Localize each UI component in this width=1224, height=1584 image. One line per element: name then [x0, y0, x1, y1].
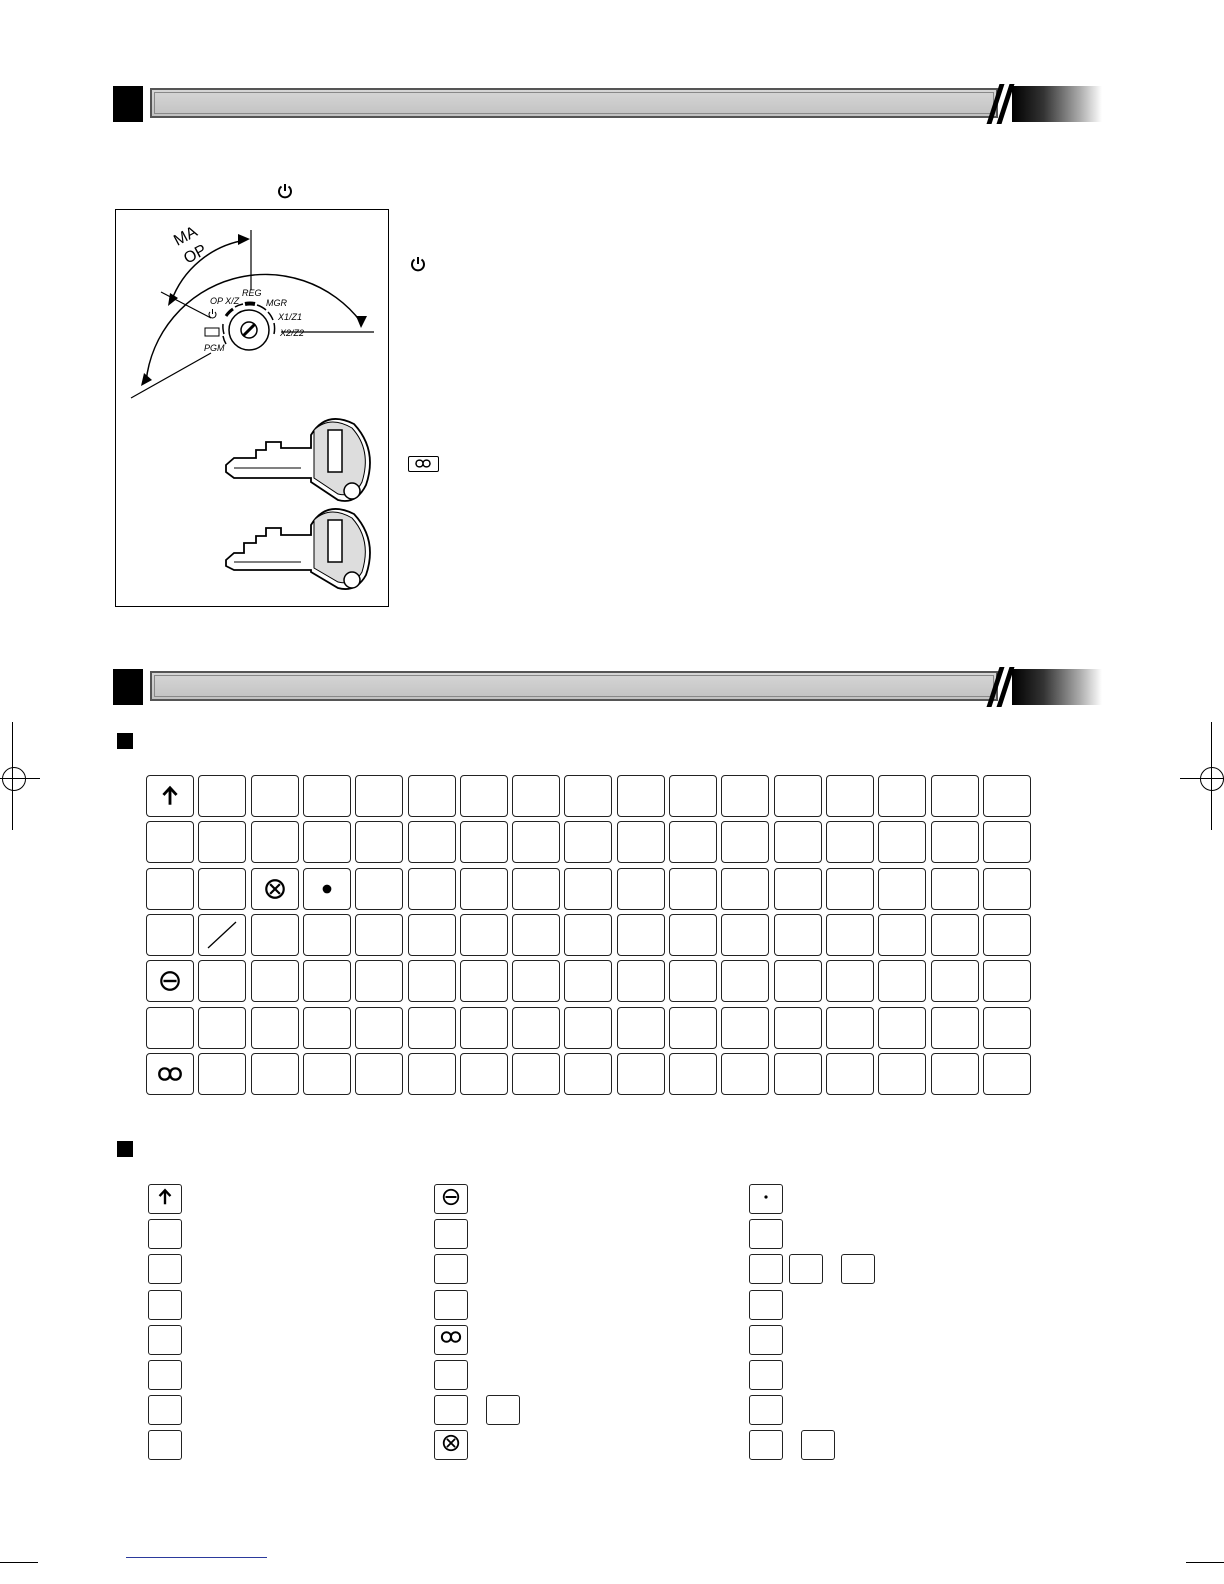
keyboard-key[interactable] [931, 1007, 979, 1049]
keyboard-key[interactable] [669, 775, 717, 817]
keyboard-key[interactable] [198, 821, 246, 863]
keyboard-key[interactable] [774, 821, 822, 863]
keyboard-key[interactable] [878, 914, 926, 956]
keyboard-key[interactable] [198, 775, 246, 817]
power-symbol-icon [276, 182, 294, 205]
keyboard-key[interactable] [146, 821, 194, 863]
keyboard-key[interactable] [198, 960, 246, 1002]
bottom-rule-right [1186, 1562, 1224, 1563]
mode-op-xz: OP X/Z [210, 296, 240, 306]
keyboard-key[interactable] [983, 868, 1031, 910]
keyboard-key[interactable] [303, 1007, 351, 1049]
arc-label-op: OP [181, 241, 210, 268]
keyboard-key[interactable] [931, 821, 979, 863]
keyboard-key[interactable] [251, 960, 299, 1002]
keyboard-key[interactable] [512, 960, 560, 1002]
legend-circle-x-key [434, 1430, 468, 1460]
keyboard-key[interactable] [774, 868, 822, 910]
section-1-header-bar [150, 88, 998, 118]
legend-key [749, 1430, 783, 1460]
legend-key [841, 1254, 875, 1284]
keyboard-key[interactable] [878, 1007, 926, 1049]
keyboard-key[interactable] [251, 1053, 299, 1095]
keyboard-key[interactable] [564, 1007, 612, 1049]
keyboard-key[interactable] [355, 1053, 403, 1095]
keyboard-key[interactable] [826, 960, 874, 1002]
up-arrow-icon [158, 784, 182, 808]
mode-mgr: MGR [266, 298, 287, 308]
keyboard-key[interactable] [146, 1007, 194, 1049]
keyboard-key[interactable] [774, 914, 822, 956]
legend-up-arrow-key [148, 1184, 182, 1214]
keyboard-key[interactable] [564, 960, 612, 1002]
infinity-key[interactable] [146, 1053, 194, 1095]
keyboard-key[interactable] [826, 914, 874, 956]
keyboard-key[interactable] [878, 960, 926, 1002]
infinity-icon [438, 1327, 464, 1352]
keyboard-key[interactable] [355, 775, 403, 817]
legend-key [434, 1360, 468, 1390]
dot-icon [315, 877, 339, 901]
keyboard-key[interactable] [408, 960, 456, 1002]
keyboard-key[interactable] [512, 1007, 560, 1049]
keyboard-key[interactable] [512, 1053, 560, 1095]
keyboard-key[interactable] [460, 1007, 508, 1049]
section-1-marker [113, 86, 143, 122]
keyboard-key[interactable] [669, 868, 717, 910]
keyboard-key[interactable] [721, 914, 769, 956]
keyboard-key[interactable] [617, 1007, 665, 1049]
keyboard-key[interactable] [564, 868, 612, 910]
keyboard-key[interactable] [303, 960, 351, 1002]
keyboard-key[interactable] [878, 868, 926, 910]
infinity-side-icon [408, 456, 439, 472]
keyboard-key[interactable] [931, 775, 979, 817]
keyboard-key[interactable] [408, 1007, 456, 1049]
keyboard-key[interactable] [251, 775, 299, 817]
keyboard-layout [146, 775, 1036, 1097]
legend-key [434, 1395, 468, 1425]
keyboard-key[interactable] [512, 821, 560, 863]
circle-minus-icon [441, 1187, 461, 1212]
legend-dot-key [749, 1184, 783, 1214]
keyboard-key[interactable] [408, 1053, 456, 1095]
legend-key [749, 1325, 783, 1355]
keyboard-key[interactable] [460, 960, 508, 1002]
keyboard-key[interactable] [408, 775, 456, 817]
keyboard-key[interactable] [617, 775, 665, 817]
keyboard-key[interactable] [721, 868, 769, 910]
keyboard-key[interactable] [355, 1007, 403, 1049]
keyboard-key[interactable] [774, 960, 822, 1002]
arc-label-ma: MA [171, 223, 201, 250]
keyboard-key[interactable] [303, 914, 351, 956]
key-2-illustration [226, 509, 370, 589]
keyboard-key[interactable] [878, 775, 926, 817]
circle-x-icon [263, 877, 287, 901]
keyboard-key[interactable] [931, 868, 979, 910]
keyboard-key[interactable] [512, 868, 560, 910]
keyboard-key[interactable] [669, 960, 717, 1002]
circle-x-key[interactable] [251, 868, 299, 910]
keyboard-key[interactable] [408, 914, 456, 956]
keyboard-key[interactable] [826, 1053, 874, 1095]
legend-key [434, 1219, 468, 1249]
keyboard-key[interactable] [931, 914, 979, 956]
keyboard-key[interactable] [617, 1053, 665, 1095]
keyboard-key[interactable] [355, 868, 403, 910]
mode-switch-diagram [116, 210, 390, 608]
keyboard-key[interactable] [826, 868, 874, 910]
keyboard-key[interactable] [669, 1053, 717, 1095]
legend-key [749, 1360, 783, 1390]
legend-infinity-key [434, 1325, 468, 1355]
keyboard-key[interactable] [721, 1053, 769, 1095]
legend-key [789, 1254, 823, 1284]
keyboard-key[interactable] [251, 821, 299, 863]
keyboard-bullet [117, 733, 133, 749]
keyboard-key[interactable] [617, 868, 665, 910]
keyboard-key[interactable] [564, 1053, 612, 1095]
mode-x1z1: X1/Z1 [278, 312, 303, 322]
dot-icon [759, 1190, 773, 1209]
keyboard-key[interactable] [878, 1053, 926, 1095]
key-1-illustration [226, 419, 370, 501]
keyboard-key[interactable] [931, 960, 979, 1002]
keyboard-key[interactable] [460, 914, 508, 956]
keyboard-key[interactable] [617, 914, 665, 956]
circle-minus-icon [158, 969, 182, 993]
mode-x2z2: X2/Z2 [280, 328, 305, 338]
section-2-header-bar [150, 671, 998, 701]
legend-key [148, 1360, 182, 1390]
circle-minus-key[interactable] [146, 960, 194, 1002]
keyboard-key[interactable] [146, 914, 194, 956]
keyboard-key[interactable] [512, 914, 560, 956]
keyboard-key[interactable] [774, 1053, 822, 1095]
keyboard-key[interactable] [408, 821, 456, 863]
keyboard-key[interactable] [669, 1007, 717, 1049]
up-arrow-icon [155, 1187, 175, 1212]
slash-icon [202, 918, 242, 952]
keyboard-key[interactable] [774, 775, 822, 817]
up-arrow-key[interactable] [146, 775, 194, 817]
keyboard-key[interactable] [826, 1007, 874, 1049]
keyboard-key[interactable] [198, 1053, 246, 1095]
keyboard-key[interactable] [774, 1007, 822, 1049]
keyboard-key[interactable] [564, 821, 612, 863]
keyboard-key[interactable] [983, 914, 1031, 956]
mode-reg: REG [242, 288, 262, 298]
keyboard-key[interactable] [617, 821, 665, 863]
keyboard-key[interactable] [983, 960, 1031, 1002]
legend-key [749, 1219, 783, 1249]
keyboard-key[interactable] [355, 960, 403, 1002]
keyboard-key[interactable] [721, 821, 769, 863]
circle-x-icon [441, 1433, 461, 1458]
keyboard-key[interactable] [931, 1053, 979, 1095]
keyboard-key[interactable] [983, 821, 1031, 863]
keyboard-key[interactable] [355, 914, 403, 956]
bottom-rule-blue [126, 1557, 267, 1558]
section-1-fade [1012, 86, 1102, 122]
keyboard-key[interactable] [721, 960, 769, 1002]
legend-key [148, 1254, 182, 1284]
keyboard-key[interactable] [878, 821, 926, 863]
keyboard-key[interactable] [460, 868, 508, 910]
keyboard-key[interactable] [408, 868, 456, 910]
keyboard-key[interactable] [198, 1007, 246, 1049]
keyboard-key[interactable] [826, 775, 874, 817]
keyboard-key[interactable] [617, 960, 665, 1002]
legend-key [434, 1290, 468, 1320]
keyboard-key[interactable] [721, 775, 769, 817]
keyboard-key[interactable] [669, 821, 717, 863]
legend-key [749, 1395, 783, 1425]
slash-key[interactable] [198, 914, 246, 956]
dot-key[interactable] [303, 868, 351, 910]
keyboard-key[interactable] [198, 868, 246, 910]
legend-bullet [117, 1141, 133, 1157]
keyboard-key[interactable] [983, 1053, 1031, 1095]
keyboard-key[interactable] [826, 821, 874, 863]
keyboard-key[interactable] [564, 914, 612, 956]
keyboard-key[interactable] [460, 775, 508, 817]
mode-switch-figure [115, 209, 389, 607]
section-2-fade [1012, 669, 1102, 705]
legend-key [148, 1219, 182, 1249]
keyboard-key[interactable] [303, 821, 351, 863]
legend-key [434, 1254, 468, 1284]
legend-key [148, 1325, 182, 1355]
bottom-rule-left [0, 1562, 38, 1563]
keyboard-key[interactable] [564, 775, 612, 817]
legend-key [749, 1254, 783, 1284]
keyboard-key[interactable] [251, 1007, 299, 1049]
mode-pgm: PGM [204, 343, 225, 353]
keyboard-key[interactable] [460, 821, 508, 863]
keyboard-key[interactable] [512, 775, 560, 817]
infinity-icon [155, 1062, 185, 1086]
keyboard-key[interactable] [669, 914, 717, 956]
keyboard-key[interactable] [146, 868, 194, 910]
keyboard-key[interactable] [721, 1007, 769, 1049]
section-2-marker [113, 669, 143, 705]
keyboard-key[interactable] [983, 1007, 1031, 1049]
legend-key [148, 1395, 182, 1425]
keyboard-key[interactable] [983, 775, 1031, 817]
legend-circle-minus-key [434, 1184, 468, 1214]
legend-key [801, 1430, 835, 1460]
keyboard-key[interactable] [460, 1053, 508, 1095]
legend-key [486, 1395, 520, 1425]
legend-key [148, 1430, 182, 1460]
keyboard-key[interactable] [303, 775, 351, 817]
keyboard-key[interactable] [355, 821, 403, 863]
legend-key [148, 1290, 182, 1320]
keyboard-key[interactable] [303, 1053, 351, 1095]
keyboard-key[interactable] [251, 914, 299, 956]
legend-key [749, 1290, 783, 1320]
power-side-icon [409, 255, 427, 278]
